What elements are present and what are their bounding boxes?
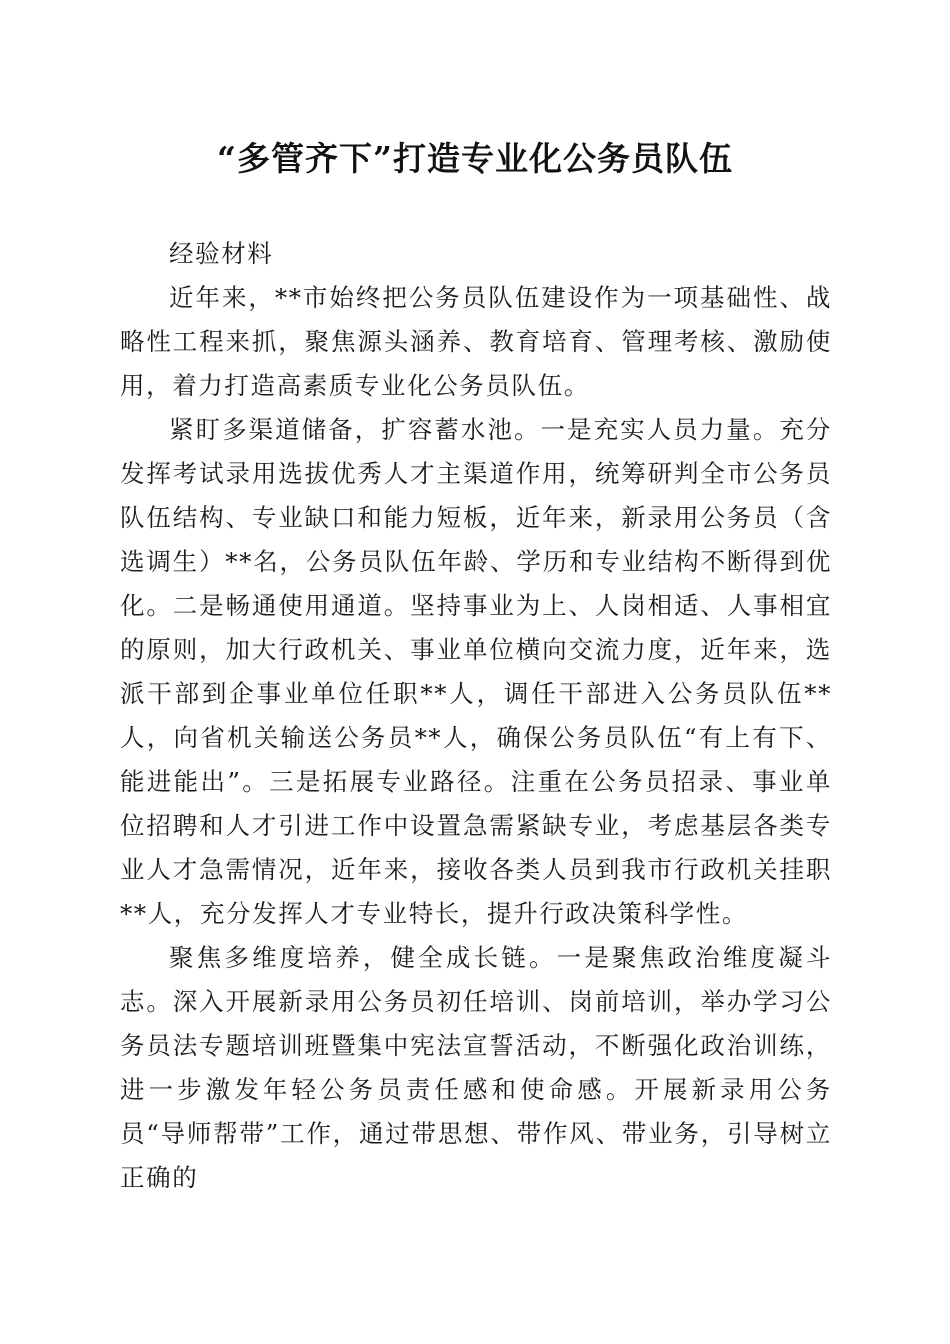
document-title: “多管齐下”打造专业化公务员队伍 <box>217 139 733 178</box>
paragraph-intro: 近年来，**市始终把公务员队伍建设作为一项基础性、战略性工程来抓，聚焦源头涵养、教育培育、管理考核、激励使用，着力打造高素质专业化公务员队伍。 <box>120 283 832 400</box>
paragraph-training: 聚焦多维度培养，健全成长链。一是聚焦政治维度凝斗志。深入开展新录用公务员初任培训、岗前培训，举办学习公务员法专题培训班暨集中宪法宣誓活动，不断强化政治训练，进一步激发年轻公务员责任感和使命感。开展新录用公务员“导师帮带”工作，通过带思想、带作风、带业务，引导树立正确的 <box>120 943 832 1192</box>
paragraph-reserve: 紧盯多渠道储备，扩容蓄水池。一是充实人员力量。充分发挥考试录用选拔优秀人才主渠道作用，统筹研判全市公务员队伍结构、专业缺口和能力短板，近年来，新录用公务员（含选调生）**名，公务员队伍年龄、学历和专业结构不断得到优化。二是畅通使用通道。坚持事业为上、人岗相适、人事相宜的原则，加大行政机关、事业单位横向交流力度，近年来，选派干部到企事业单位任职**人，调任干部进入公务员队伍**人，向省机关输送公务员**人，确保公务员队伍“有上有下、能进能出”。三是拓展专业路径。注重在公务员招录、事业单位招聘和人才引进工作中设置急需紧缺专业，考虑基层各类专业人才急需情况，近年来，接收各类人员到我市行政机关挂职**人，充分发挥人才专业特长，提升行政决策科学性。 <box>120 415 832 928</box>
paragraph-label: 经验材料 <box>169 239 274 268</box>
document-body <box>120 232 832 1200</box>
